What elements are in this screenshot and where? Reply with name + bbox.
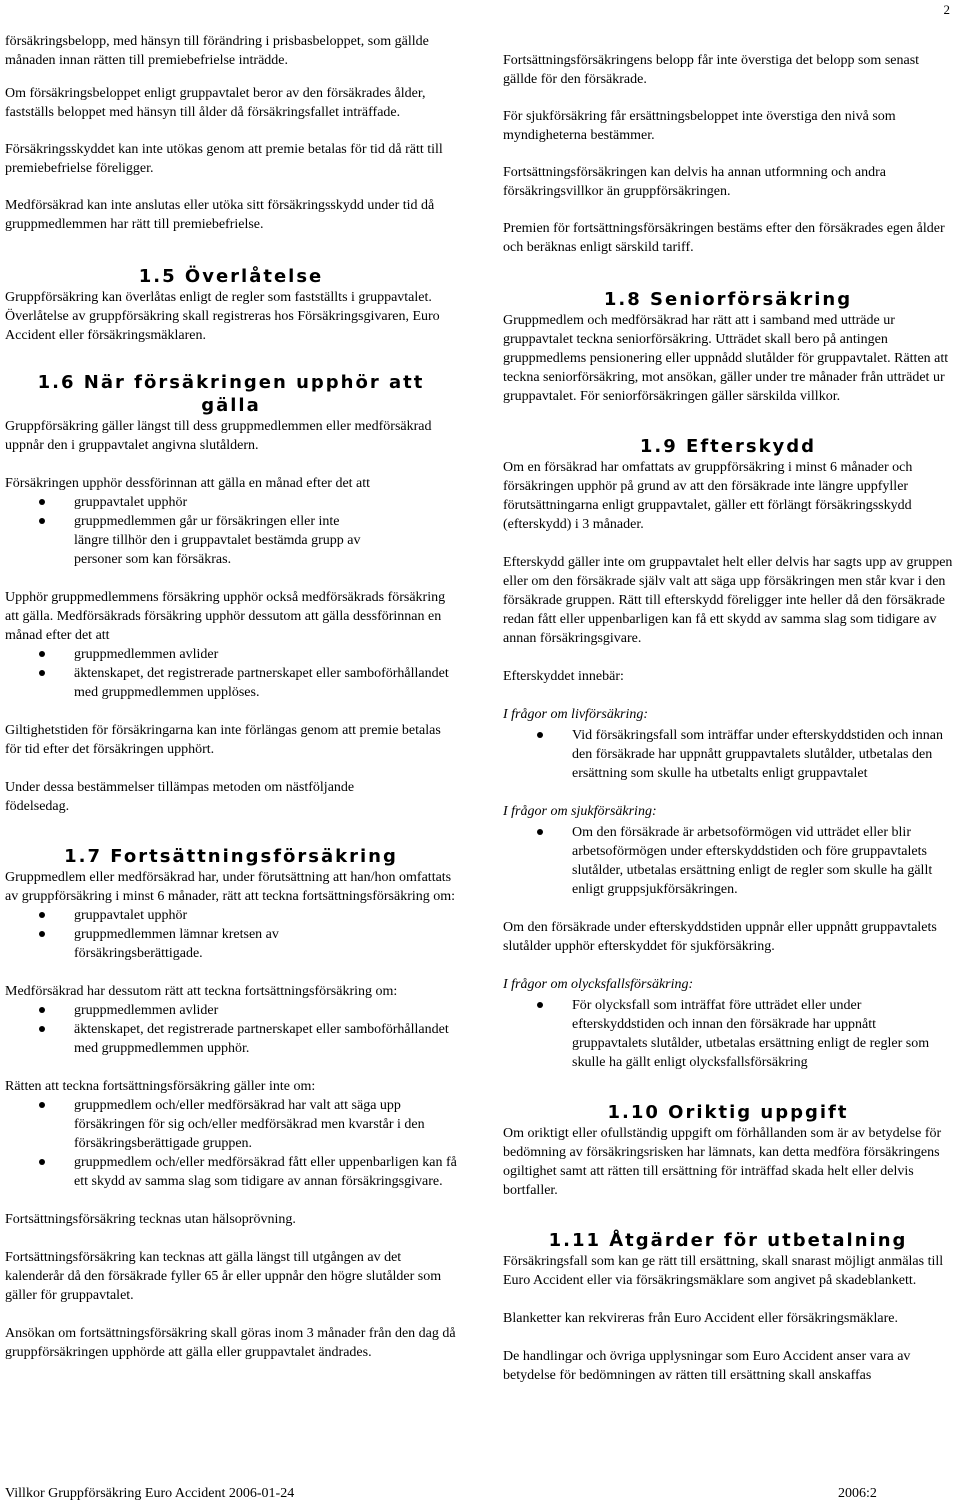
paragraph: Rätten att teckna fortsättningsförsäkring gäller inte om:	[5, 1079, 316, 1094]
paragraph: försäkringsbelopp, med hänsyn till förändring i prisbasbeloppet, som gällde månaden innan rätten till premiebefrielse inträdde.	[5, 34, 429, 68]
paragraph: Fortsättningsförsäkringen kan delvis ha annan utformning och andra försäkringsvillkor än gruppförsäkringen.	[503, 165, 886, 199]
list-item: Om den försäkrade är arbetsoförmögen vid utträdet eller blir arbetsoförmögen under efterskyddstiden och före gruppavtalets slutålder, utbetalas ersättning enligt de regler som skulle ha gällt enligt gruppsjukförsäkringen.	[572, 823, 953, 899]
bullet-list	[5, 493, 457, 569]
list-item: gruppmedlemmen avlider	[74, 645, 457, 664]
list-item: gruppmedlemmen lämnar kretsen av försäkringsberättigade.	[74, 925, 457, 963]
section-heading-1-8: 1.8 Seniorförsäkring	[603, 289, 853, 310]
bullet-list	[503, 996, 953, 1072]
bullet-list	[5, 645, 457, 702]
paragraph: Gruppmedlem och medförsäkrad har rätt att i samband med utträde ur gruppavtalet teckna seniorförsäkring. Utträdet skall bero på antingen gruppmedlems pensionering eller uppnådd slutålder för gruppavtalet. Rätten att teckna seniorförsäkring, mot ansökan, gäller under tre månader från utträdet ur gruppavtalet. För seniorförsäkringen gäller särskilda villkor.	[503, 313, 949, 404]
list-item: gruppmedlem och/eller medförsäkrad har valt att säga upp försäkringen för sig och/eller medförsäkrad men kvarstår i den försäkringsberättigade gruppen.	[74, 1096, 457, 1153]
paragraph: Försäkringen upphör dessförinnan att gälla en månad efter det att	[5, 476, 371, 491]
list-item: gruppmedlemmen avlider	[74, 1001, 457, 1020]
paragraph: Medförsäkrad kan inte anslutas eller utöka sitt försäkringsskydd under tid då gruppmedlemmen har rätt till premiebefrielse.	[5, 198, 435, 232]
section-heading-1-6: 1.6 När försäkringen upphör att gälla	[37, 372, 425, 416]
footer-document-title: Villkor Gruppförsäkring Euro Accident 2006-01-24	[5, 1486, 295, 1501]
paragraph: Försäkringsskyddet kan inte utökas genom att premie betalas för tid då rätt till premiebefrielse föreligger.	[5, 142, 443, 176]
list-item: äktenskapet, det registrerade partnerskapet eller samboförhållandet med gruppmedlemmen upplöses.	[74, 664, 457, 702]
section-heading-1-7: 1.7 Fortsättningsförsäkring	[64, 846, 398, 867]
paragraph: Gruppmedlem eller medförsäkrad har, under förutsättning att han/hon omfattats av gruppförsäkring i minst 6 månader, rätt att teckna fortsättningsförsäkring om:	[5, 870, 456, 904]
list-item: gruppavtalet upphör	[74, 906, 457, 925]
right-column	[503, 51, 953, 1401]
paragraph: De handlingar och övriga upplysningar som Euro Accident anser vara av betydelse för bedömningen av rätten till ersättning skall anskaffas	[503, 1349, 911, 1383]
label-sick-insurance: I frågor om sjukförsäkring:	[503, 804, 657, 819]
paragraph: Försäkringsfall som kan ge rätt till ersättning, skall snarast möjligt anmälas till Euro Accident eller via försäkringsmäklare som angivet på skadeblankett.	[503, 1254, 944, 1288]
list-item: gruppmedlemmen går ur försäkringen eller inte längre tillhör den i gruppavtalet bestämda grupp av personer som kan försäkras.	[74, 512, 457, 569]
list-item: äktenskapet, det registrerade partnerskapet eller samboförhållandet med gruppmedlemmen upphör.	[74, 1020, 457, 1058]
footer-version: 2006:2	[838, 1486, 877, 1501]
paragraph: Efterskyddet innebär:	[503, 669, 624, 684]
section-heading-1-11: 1.11 Åtgärder för utbetalning	[548, 1230, 908, 1251]
paragraph: Upphör gruppmedlemmens försäkring upphör också medförsäkrads försäkring att gälla. Medförsäkrads försäkring upphör dessutom att gälla dessförinnan en månad efter det att	[5, 590, 446, 643]
section-heading-1-5: 1.5 Överlåtelse	[138, 266, 324, 287]
paragraph: Under dessa bestämmelser tillämpas metoden om nästföljande födelsedag.	[5, 780, 355, 814]
list-item: gruppmedlem och/eller medförsäkrad fått eller uppenbarligen kan få ett skydd av samma slag som tidigare av annan försäkringsgivare.	[74, 1155, 457, 1189]
label-accident-insurance: I frågor om olycksfallsförsäkring:	[503, 977, 694, 992]
list-item: gruppavtalet upphör	[74, 493, 457, 512]
left-column	[5, 32, 457, 1378]
bullet-list	[503, 726, 953, 783]
bullet-list	[5, 1001, 457, 1058]
paragraph: Premien för fortsättningsförsäkringen bestäms efter den försäkrades egen ålder och beräknas enligt särskild tariff.	[503, 221, 945, 255]
paragraph: För sjukförsäkring får ersättningsbeloppet inte överstiga den nivå som myndigheterna bestämmer.	[503, 109, 896, 143]
bullet-list	[503, 823, 953, 899]
paragraph: Om en försäkrad har omfattats av gruppförsäkring i minst 6 månader och försäkringen upphör på grund av att den försäkrade inte längre uppfyller förutsättningarna enligt gruppavtalet, gäller ett förlängt försäkringsskydd (efterskydd) i 3 månader.	[503, 460, 913, 532]
bullet-list	[5, 1096, 457, 1191]
paragraph: Gruppförsäkring gäller längst till dess gruppmedlemmen eller medförsäkrad uppnår den i gruppavtalet angivna slutåldern.	[5, 419, 432, 453]
paragraph: Blanketter kan rekvireras från Euro Accident eller försäkringsmäklare.	[503, 1311, 898, 1326]
paragraph: Medförsäkrad har dessutom rätt att teckna fortsättningsförsäkring om:	[5, 984, 398, 999]
paragraph: Giltighetstiden för försäkringarna kan inte förlängas genom att premie betalas för tid efter det försäkringen upphört.	[5, 723, 441, 757]
bullet-list	[5, 906, 457, 963]
paragraph: Fortsättningsförsäkring kan tecknas att gälla längst till utgången av det kalenderår då den försäkrade fyller 65 år eller uppnår den högre slutålder som gäller för gruppavtalet.	[5, 1250, 442, 1303]
list-item: Vid försäkringsfall som inträffar under efterskyddstiden och innan den försäkrade har uppnått gruppavtalets slutålder, utbetalas den ersättning som skulle ha utbetalts enligt gruppavtalet	[572, 726, 953, 783]
paragraph: Ansökan om fortsättningsförsäkring skall göras inom 3 månader från den dag då gruppförsäkringen upphörde att gälla eller gruppavtalet ändrades.	[5, 1326, 456, 1360]
page-number: 2	[943, 2, 950, 17]
section-heading-1-10: 1.10 Oriktig uppgift	[607, 1102, 849, 1123]
paragraph: Fortsättningsförsäkringens belopp får inte överstiga det belopp som senast gällde för den försäkrade.	[503, 53, 920, 87]
label-life-insurance: I frågor om livförsäkring:	[503, 707, 649, 722]
paragraph: Gruppförsäkring kan överlåtas enligt de regler som fastställts i gruppavtalet. Överlåtelse av gruppförsäkring skall registreras hos Försäkringsgivaren, Euro Accident eller försäkringsmäklaren.	[5, 290, 440, 343]
paragraph: Om oriktigt eller ofullständig uppgift om förhållanden som är av betydelse för bedömning av försäkringsrisken har lämnats, kan detta medföra försäkringens ogiltighet samt att rätten till ersättning för inträffad skada helt eller delvis bortfaller.	[503, 1126, 942, 1198]
paragraph: Efterskydd gäller inte om gruppavtalet helt eller delvis har sagts upp av gruppen eller om den försäkrade själv valt att säga upp försäkringen men står kvar i den försäkrade gruppen. Rätt till efterskydd föreligger inte heller då den försäkrade redan fått eller uppenbarligen kan få ett skydd av samma slag som tidigare av annan försäkringsgivare.	[503, 555, 953, 646]
section-heading-1-9: 1.9 Efterskydd	[639, 436, 817, 457]
paragraph: Om försäkringsbeloppet enligt gruppavtalet beror av den försäkrades ålder, fastställs beloppet med hänsyn till ålder då försäkringsfallet inträffade.	[5, 86, 426, 120]
paragraph: Fortsättningsförsäkring tecknas utan hälsoprövning.	[5, 1212, 296, 1227]
list-item: För olycksfall som inträffat före utträdet eller under efterskyddstiden och innan den försäkrade har uppnått gruppavtalets slutålder, utbetalas ersättning enligt de regler som skulle ha gällt enligt olycksfallsförsäkring	[572, 996, 953, 1072]
paragraph: Om den försäkrade under efterskyddstiden uppnår eller uppnått gruppavtalets slutålder upphör efterskyddet för sjukförsäkring.	[503, 920, 937, 954]
